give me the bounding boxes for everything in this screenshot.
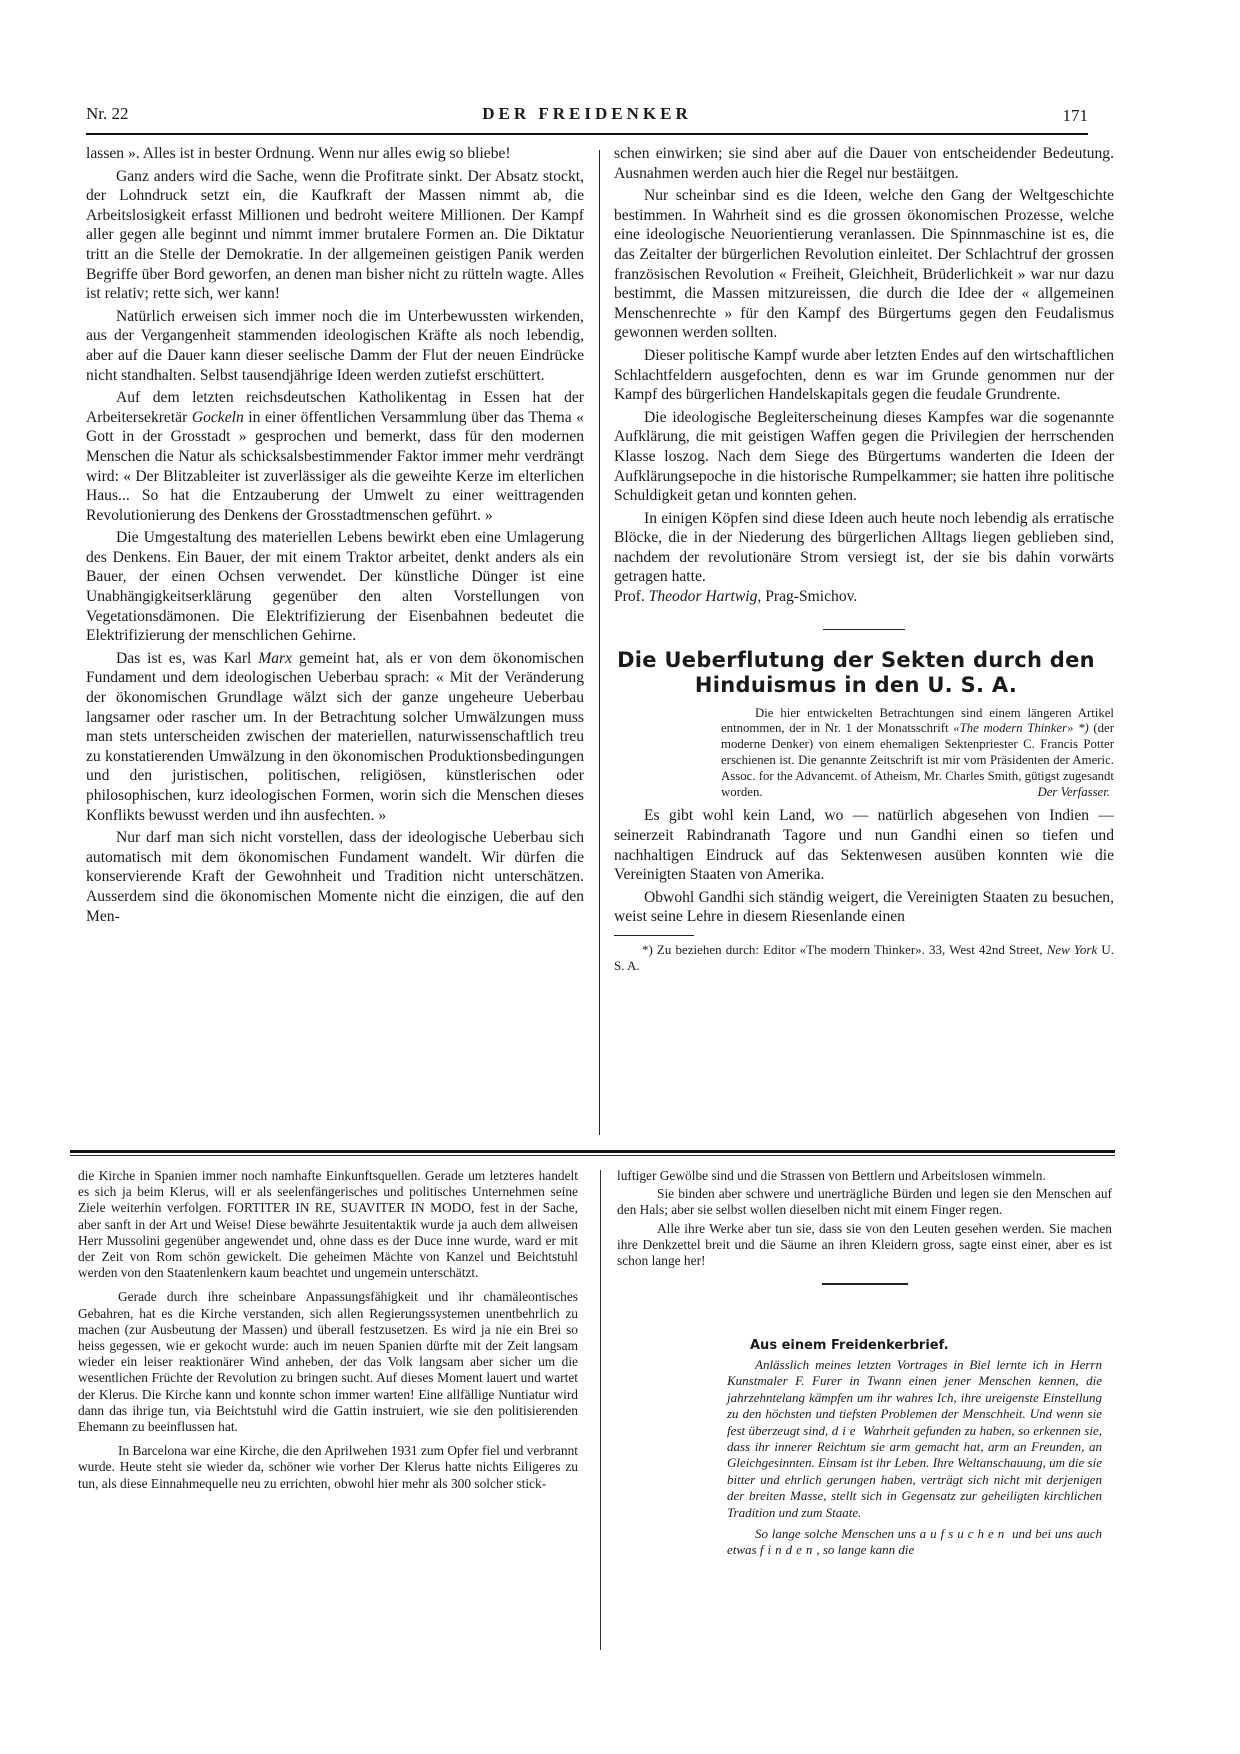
section-separator-thin [70,1155,1115,1156]
paragraph: schen einwirken; sie sind aber auf die Dauer von entscheidender Bedeutung. Ausnahmen werden auch hier die Regel nur bestäitgen. [614,145,1114,182]
freethinker-letter [727,1338,1102,1559]
section-divider [823,629,905,630]
footnote-rule [614,935,694,936]
paragraph: In einigen Köpfen sind diese Ideen auch heute noch lebendig als erratische Blöcke, die in der Niederung des bürgerlichen Alltags liegen geblieben sind, nachdem der revolutionäre Strom versiegt ist, der sie bis dahin vorwärts getragen hatte. [614,509,1114,586]
paragraph: Es gibt wohl kein Land, wo — natürlich abgesehen von Indien — seinerzeit Rabindranath Tagore und nun Gandhi einen so tiefen und nachhaltigen Eindruck auf das Sektenwesen ausüben konnten wie die Vereinigten Staaten von Amerika. [614,807,1114,884]
paragraph: Sie binden aber schwere und unerträgliche Bürden und legen sie den Menschen auf den Hals; aber sie selbst wollen dieselben nicht mit einem Finger regen. [617,1186,1112,1218]
section-separator [70,1150,1115,1153]
lower-left-column [78,1168,578,1492]
paragraph: Natürlich erweisen sich immer noch die im Unterbewussten wirkenden, aus der Vergangenheit stammenden ideologischen Kräfte als noch lebendig, aber auf die Dauer kann dieser seelische Damm der Flut der neuen Eindrücke nicht standhalten. Selbst tausendjährige Ideen werden zutiefst erschüttert. [86,307,584,384]
upper-right-column [614,144,1114,1129]
name-gockeln: Gockeln [191,408,244,426]
paragraph: In Barcelona war eine Kirche, die den Aprilwehen 1931 zum Opfer fiel und verbrannt wurde. Heute steht sie wieder da, schöner wie vorher Der Klerus hatte nichts Eiligeres zu tun, als diese Einnahmequelle neu zu errichten, obwohl hier mehr als 300 solcher stick- [78,1443,578,1491]
note-signature: Der Verfasser. [1037,784,1110,799]
paragraph: Dieser politische Kampf wurde aber letzten Endes auf den wirtschaftlichen Schlachtfeldern ausgefochten, denn es war im Grunde genommen nur der Kampf des bürgerlichen Handelskapitals gegen die feudale Grundrente. [614,346,1114,404]
footnote: *) Zu beziehen durch: Editor «The modern Thinker». 33, West 42nd Street, New York U. S. A. [614,942,1115,973]
paragraph: Ganz anders wird die Sache, wenn die Profitrate sinkt. Der Absatz stockt, der Lohndruck setzt ein, die Kaufkraft der Massen nimmt ab, die Arbeitslosigkeit erfasst Millionen und bedroht weitere Millionen. Der Kampf aller gegen alle beginnt und nimmt immer brutalere Formen an. Die Diktatur tritt an die Stelle der Demokratie. In der allgemeinen geistigen Panik werden Begriffe über Bord geworfen, an denen man bisher nicht zu rütteln wagte. Alles ist relativ; rette sich, wer kann! [86,167,584,303]
paragraph: Auf dem letzten reichsdeutschen Katholikentag in Essen hat der Arbeitersekretär Gockeln in einer öffentlichen Versammlung über das Thema « Gott in der Grosstadt » gesprochen und bemerkt, dass für den modernen Menschen die Natur als schicksalsbestimmender Faktor immer mehr verdrängt wird: « Der Blitzableiter ist zuverlässiger als die geweihte Kerze im elterlichen Haus... So hat die Entzauberung der Umwelt zu einer weittragenden Revolutionierung des Denkens der Grosstadtmenschen geführt. » [86,389,584,524]
name-marx: Marx [258,649,293,667]
letter-title: Aus einem Freidenkerbrief. [750,1338,949,1353]
paragraph: Obwohl Gandhi sich ständig weigert, die Vereinigten Staaten zu besuchen, weist seine Lehre in diesem Riesenlande einen [614,888,1114,926]
header-rule [86,133,1088,135]
author-signature: Prof. Theodor Hartwig, Prag-Smichov. [614,588,858,606]
paragraph: So lange solche Menschen uns aufsuchen und bei uns auch etwas finden, so lange kann die [727,1526,1102,1558]
paragraph: Nur scheinbar sind es die Ideen, welche den Gang der Weltgeschichte bestimmen. In Wahrheit sind es die grossen ökonomischen Prozesse, welche eine ideologische Neuorientierung veranlassen. Die Spinnmaschine ist es, die das Zeitalter der bürgerlichen Revolution einleitet. Der Schlachtruf der grossen französischen Revolution « Freiheit, Gleichheit, Brüderlichkeit » war nur dazu bestimmt, die Massen mitzureissen, die durch die Idee der « allgemeinen Menschenrechte » für den Kampf des Bürgertums gegen den Feudalismus gewonnen werden sollten. [614,187,1114,342]
upper-left-column [86,144,584,1109]
paragraph: Die ideologische Begleiterscheinung dieses Kampfes war die sogenannte Aufklärung, die mit geistigen Waffen gegen die Privilegien der herrschenden Klasse loszog. Nach dem Siege des Bürgertums wanderten die Ideen der Aufklärungsepoche in die historische Rumpelkammer; sie hatten ihre politische Schuldigkeit getan und konnten gehen. [614,408,1114,505]
paragraph: Alle ihre Werke aber tun sie, dass sie von den Leuten gesehen werden. Sie machen ihre Denkzettel breit und die Säume an ihren Kleidern gross, sagte einst einer, aber es ist schon lange her! [617,1220,1112,1269]
paragraph: Gerade durch ihre scheinbare Anpassungsfähigkeit und ihr chamäleontisches Gebahren, hat es die Kirche verstanden, sich allen Regierungssystemen unentbehrlich zu machen (zur Ausbeutung der Massen) und überall festzusetzen. Es wird ja nie ein Brei so heiss gegessen, wie er gekocht wurde: auch im neuen Spanien dürfte mit der Zeit langsam wieder ein leiser reaktionärer Wind anheben, der das Volk langsam aber sicher um die wesentlichen Früchte der Revolution zu bringen sucht. Auf dieses Moment lauert und wartet der Klerus. Die Kirche kann und konnte schon immer warten! Eine allfällige Nuntiatur wird dann das ihrige tun, via Beichtstuhl wird die Gattin instruiert, wie sie den politisierenden Ehemann zu beeinflussen hat. [78,1289,578,1435]
paragraph: die Kirche in Spanien immer noch namhafte Einkunftsquellen. Gerade um letzteres handelt es sich ja beim Klerus, will er als seelenfängerisches und politisches Unternehmen seine Ziele weiterhin verfolgen. FORTITER IN RE, SUAVITER IN MODO, fest in der Sache, aber sanft in der Art und Weise! Diese bewährte Jesuitentaktik wurde ja auch dem allweisen Herr Mussolini gegenüber angewendet und, ohne dass es der Duce inne wurde, ward er mit der Zeit von Rom schön gewickelt. Die geheimen Mächte von Kanzel und Beichtstuhl werden von den Staatenlenkern kaum beachtet und ungemein unterschätzt. [78,1168,578,1281]
column-divider [599,150,600,1135]
column-divider-lower [600,1170,601,1650]
lower-right-column [617,1168,1112,1285]
section-divider [822,1283,908,1285]
paragraph: Die Umgestaltung des materiellen Lebens bewirkt eben eine Umlagerung des Denkens. Ein Bauer, der mit einem Traktor arbeitet, denkt anders als ein Bauer, der einen Ochsen verwendet. Der künstliche Dünger ist eine Unabhängigkeitserklärung gegenüber den alten Vorstellungen von Vegetationsdämonen. Die Elektrifizierung der Eisenbahnen bedeutet die Elektrifizierung der menschlichen Gehirne. [86,529,584,645]
page-number: 171 [1062,106,1088,125]
issue-number: Nr. 22 [86,104,129,123]
paragraph: lassen ». Alles ist in bester Ordnung. Wenn nur alles ewig so bliebe! [86,145,511,162]
paragraph: Nur darf man sich nicht vorstellen, dass der ideologische Ueberbau sich automatisch mit dem ökonomischen Fundament wandelt. Wir dürfen die konservierende Kraft der Gewohnheit und Tradition nicht unterschätzen. Ausserdem sind die ökonomischen Momente nicht die einzigen, die auf den Men- [86,829,584,925]
paragraph: Das ist es, was Karl Marx gemeint hat, als er von dem ökonomischen Fundament und dem ideologischen Ueberbau sprach: « Mit der Veränderung der ökonomischen Grundlage wälzt sich der ganze ungeheure Ueberbau langsamer oder rascher um. In der Betrachtung solcher Umwälzungen muss man stets unterscheiden zwischen der materiellen, naturwissenschaftlich treu zu konstatierenden Umwälzung in den ökonomischen Produktionsbedingungen und den juristischen, politischen, religiösen, künstlerischen oder philosophischen, kurz ideologischen Formen, worin sich die Menschen dieses Konflikts bewusst werden und ihn ausfechten. » [86,649,585,824]
publication-title: DER FREIDENKER [482,104,692,123]
page-header [86,96,1088,132]
article-title: Die Ueberflutung der Sekten durch den Hinduismus in den U. S. A. [617,647,1095,697]
paragraph: Anlässlich meines letzten Vortrages in Biel lernte ich in Herrn Kunstmaler F. Furer in Twann einen jener Menschen kennen, die jahrzehntelang kämpfen um ihr wahres Ich, ihre ureigenste Einstellung zu den höchsten und tiefsten Problemen der Menschheit. Und wenn sie fest überzeugt sind, die Wahrheit gefunden zu haben, so erkennen sie, dass ihr innerer Reichtum sie arm gemacht hat, arm an Freunden, an Gleichgesinnten. Einsam ist ihr Leben. Ihre Weltanschauung, um die sie bitter und ehrlich gerungen haben, verträgt sich nicht mit derjenigen der breiten Masse, stellt sich in Gegensatz zur geheiligten kirchlichen Tradition und zum Staate. [727,1357,1102,1520]
paragraph: luftiger Gewölbe sind und die Strassen von Bettlern und Arbeitslosen wimmeln. [617,1168,1046,1183]
editor-note: Die hier entwickelten Betrachtungen sind einem längeren Artikel entnommen, der in Nr. 1 der Monatsschrift «The modern Thinker» *) (der moderne Denker) von einem ehemaligen Sektenpriester C. Francis Potter erschienen ist. Die genannte Zeitschrift ist mir vom Präsidenten der Americ. Assoc. for the Advancemt. of Atheism, Mr. Charles Smith, gütigst zugesandt worden. Der Verfasser. [721,705,1114,799]
